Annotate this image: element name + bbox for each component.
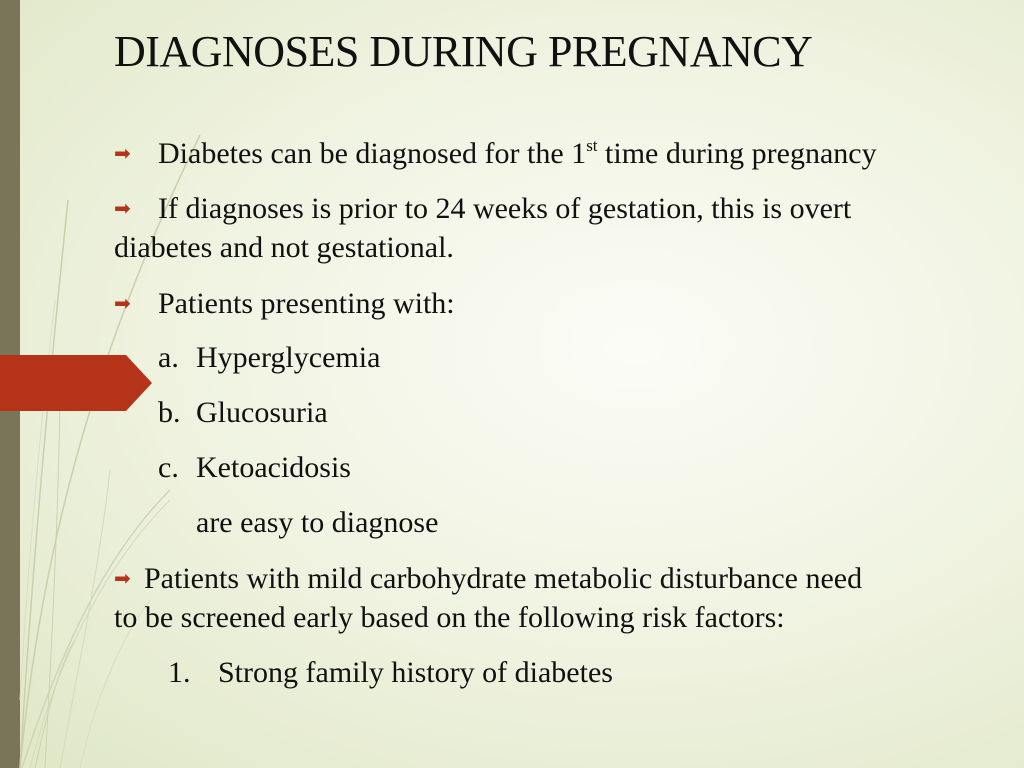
arrow-right-icon: ➡︎ bbox=[114, 196, 131, 220]
bullet-3 bbox=[114, 283, 455, 324]
numbered-item-marker: 1. bbox=[168, 656, 191, 689]
bullet-1-superscript: st bbox=[586, 136, 598, 155]
bullet-2-line-2: diabetes and not gestational. bbox=[114, 231, 454, 264]
bullet-4-line-2: to be screened early based on the following risk factors: bbox=[114, 601, 785, 634]
slide-title: DIAGNOSES DURING PREGNANCY bbox=[114, 27, 813, 76]
sub-item-text: Glucosuria bbox=[196, 396, 328, 429]
bullet-1-text-after: time during pregnancy bbox=[597, 137, 877, 170]
sub-item-b bbox=[158, 393, 328, 433]
sub-item-marker: a. bbox=[158, 341, 179, 374]
arrow-right-icon: ➡︎ bbox=[114, 291, 131, 315]
sub-item-marker: c. bbox=[158, 451, 179, 484]
bullet-3-continuation: are easy to diagnose bbox=[196, 506, 439, 539]
sub-item-a bbox=[158, 338, 380, 378]
arrow-right-icon: ➡︎ bbox=[114, 141, 131, 165]
sub-item-text: Hyperglycemia bbox=[196, 341, 381, 374]
bullet-2-text-line-1: If diagnoses is prior to 24 weeks of gestation, this is overt bbox=[158, 192, 852, 225]
sub-item-text: Ketoacidosis bbox=[196, 451, 351, 484]
sub-item-marker: b. bbox=[158, 396, 181, 429]
bullet-3-text: Patients presenting with: bbox=[158, 287, 455, 320]
sub-item-c bbox=[158, 448, 351, 488]
numbered-item-1 bbox=[168, 653, 613, 693]
bullet-4-text-line-1: Patients with mild carbohydrate metabolic disturbance need bbox=[144, 562, 863, 595]
bullet-4-line-1 bbox=[114, 558, 862, 599]
bullet-2-line-1 bbox=[114, 188, 851, 229]
bullet-1-text-before: Diabetes can be diagnosed for the 1 bbox=[158, 137, 587, 170]
accent-tab bbox=[0, 355, 152, 411]
numbered-item-text: Strong family history of diabetes bbox=[218, 656, 613, 689]
bullet-1 bbox=[114, 133, 877, 174]
arrow-right-icon: ➡︎ bbox=[114, 566, 131, 590]
